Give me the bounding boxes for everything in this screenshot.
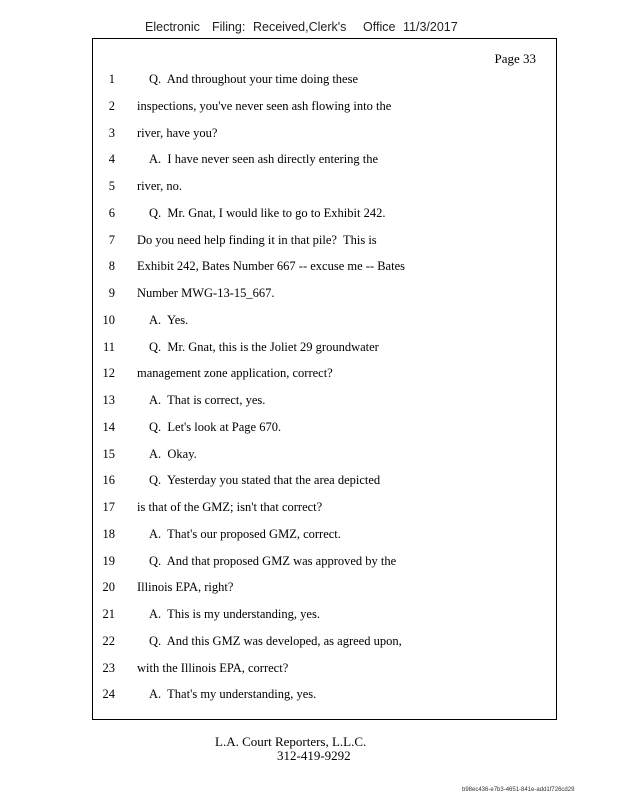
header-office: Office	[363, 20, 396, 34]
transcript-line	[93, 366, 558, 386]
transcript-line	[93, 527, 558, 547]
footer-company: L.A. Court Reporters, L.L.C.	[215, 734, 367, 749]
line-text: A. That's my understanding, yes.	[149, 687, 317, 702]
filing-header	[0, 20, 618, 40]
line-number: 6	[108, 205, 115, 220]
line-number: 17	[102, 500, 115, 514]
transcript-page	[92, 38, 557, 720]
header-date: 11/3/2017	[403, 20, 458, 34]
transcript-line	[93, 420, 558, 440]
transcript-line	[93, 661, 558, 681]
line-text: A. This is my understanding, yes.	[149, 607, 320, 621]
line-text: inspections, you've never seen ash flowing into the	[137, 98, 392, 113]
transcript-line	[93, 72, 558, 92]
line-text: Q. And throughout your time doing these	[149, 72, 359, 86]
line-text: Illinois EPA, right?	[137, 580, 234, 595]
line-text: river, no.	[137, 179, 182, 193]
page-number: Page 33	[494, 51, 536, 66]
line-text: Q. Yesterday you stated that the area depicted	[149, 473, 381, 488]
transcript-line	[93, 313, 558, 333]
line-text: A. That is correct, yes.	[149, 393, 266, 407]
line-number: 7	[108, 232, 115, 247]
line-text: Q. Mr. Gnat, this is the Joliet 29 groundwater	[149, 339, 379, 354]
line-number: 21	[102, 607, 115, 621]
line-text: Number MWG-13-15_667.	[137, 286, 275, 300]
line-number: 24	[102, 687, 115, 702]
line-number: 11	[102, 339, 115, 354]
transcript-line	[93, 447, 558, 467]
line-text: A. Okay.	[149, 446, 197, 461]
line-text: with the Illinois EPA, correct?	[137, 660, 289, 675]
line-number: 15	[102, 446, 115, 461]
line-text: Q. And this GMZ was developed, as agreed upon,	[149, 633, 402, 648]
line-number: 5	[108, 179, 115, 193]
transcript-line	[93, 233, 558, 253]
line-text: Q. And that proposed GMZ was approved by the	[149, 553, 397, 568]
line-text: Do you need help finding it in that pile? This is	[137, 232, 377, 247]
line-text: A. I have never seen ash directly entering the	[149, 152, 379, 167]
header-received: Received,Clerk's	[253, 20, 347, 34]
header-filing: Filing:	[212, 20, 246, 34]
transcript-line	[93, 206, 558, 226]
line-text: Q. Mr. Gnat, I would like to go to Exhibit 242.	[149, 205, 386, 220]
line-number: 16	[102, 473, 115, 488]
transcript-line	[93, 634, 558, 654]
line-number: 12	[102, 366, 115, 381]
transcript-line	[93, 340, 558, 360]
line-text: A. Yes.	[149, 312, 189, 327]
line-text: Q. Let's look at Page 670.	[149, 419, 282, 434]
line-text: Exhibit 242, Bates Number 667 -- excuse me -- Bates	[137, 259, 405, 274]
line-number: 18	[102, 526, 115, 541]
footer-phone: 312-419-9292	[277, 748, 351, 763]
line-number: 2	[108, 98, 115, 113]
line-number: 9	[108, 286, 115, 300]
line-number: 22	[102, 633, 115, 648]
transcript-line	[93, 126, 558, 146]
transcript-line	[93, 99, 558, 119]
document-hash: b98ec436-e7b3-4651-841e-add1f726cd29	[462, 787, 575, 793]
transcript-line	[93, 259, 558, 279]
line-text: is that of the GMZ; isn't that correct?	[137, 500, 323, 514]
transcript-line	[93, 607, 558, 627]
line-number: 4	[108, 152, 115, 167]
line-text: river, have you?	[137, 125, 218, 140]
line-number: 14	[102, 419, 115, 434]
transcript-line	[93, 687, 558, 707]
transcript-line	[93, 393, 558, 413]
transcript-line	[93, 554, 558, 574]
transcript-line	[93, 179, 558, 199]
transcript-line	[93, 500, 558, 520]
line-number: 1	[108, 72, 115, 86]
header-electronic: Electronic	[145, 20, 200, 34]
transcript-line	[93, 286, 558, 306]
line-number: 13	[102, 393, 115, 407]
line-number: 23	[102, 660, 115, 675]
line-text: management zone application, correct?	[137, 366, 333, 381]
line-number: 20	[102, 580, 115, 595]
line-text: A. That's our proposed GMZ, correct.	[149, 526, 341, 541]
line-number: 3	[108, 125, 115, 140]
transcript-line	[93, 152, 558, 172]
line-number: 19	[102, 553, 115, 568]
line-number: 8	[108, 259, 115, 274]
transcript-line	[93, 580, 558, 600]
line-number: 10	[102, 312, 115, 327]
transcript-line	[93, 473, 558, 493]
